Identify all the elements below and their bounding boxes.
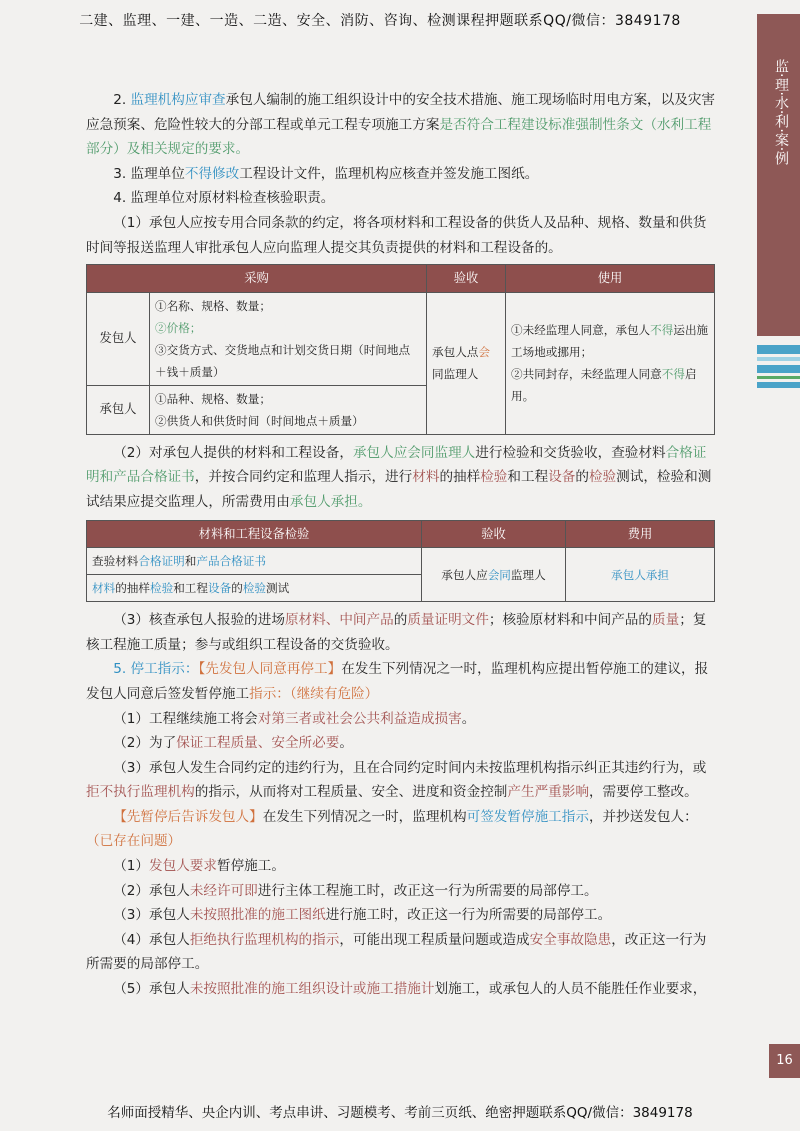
p6a: 【先暂停后告诉发包人】 (113, 808, 263, 825)
p42-f: 材料 (412, 469, 440, 486)
list-b-item-2 (86, 879, 716, 904)
la2a: （2）为了 (113, 735, 177, 752)
lb1c: 暂停施工。 (217, 858, 285, 875)
list-a-item-3 (86, 756, 716, 805)
table1-accept-a: 承包人点 (432, 345, 479, 360)
t2acc-a: 承包人应 (441, 567, 488, 582)
stripe-4 (757, 376, 800, 379)
p42-n: 承包人承担。 (289, 493, 372, 510)
lb3c: 进行施工时，改正这一行为所需要的局部停工。 (325, 907, 612, 924)
p42-k: 的 (575, 469, 589, 486)
p42-m: 测试，检验和测试结果应提交监理人，所需费用由 (86, 469, 712, 510)
table2-header-accept: 验收 (422, 520, 566, 548)
para-2-num: 2. (113, 92, 131, 108)
i5bb: 未按照批准的施工组织设计或施工措施计 (189, 981, 435, 998)
t2r2d: 和工程 (173, 581, 208, 596)
para-2 (86, 88, 716, 162)
stripe-1 (757, 345, 800, 354)
table2-header-cost: 费用 (566, 520, 715, 548)
p42-a: （2）对承包人提供的材料和工程设备， (113, 444, 353, 461)
lb2b: 未经许可即 (189, 882, 258, 899)
la1b: 对第三者或社会公共利益造成损害 (257, 710, 462, 727)
table1-row1-label: 发包人 (87, 292, 150, 385)
table2-accept-cell (422, 548, 566, 602)
t2r2h: 测试 (266, 581, 290, 596)
t2acc-c: 监理人 (510, 567, 546, 582)
para-3-a: 3. 监理单位 (113, 165, 185, 182)
table2-row2 (87, 575, 422, 602)
para-5 (86, 657, 716, 706)
page-number: 16 (769, 1044, 800, 1078)
side-tab-label: 监·理·水·利·案·例 (773, 59, 789, 166)
lb1a: （1） (113, 858, 150, 875)
lb1b: 发包人要求 (149, 858, 217, 875)
t2r2a: 材料 (92, 581, 116, 596)
t2acc-b: 会同 (487, 567, 511, 582)
i3a: （3）承包人发生合同约定的违约行为，且在合同约定时间内未按监理机构指示纠正其违约行为，或 (113, 759, 707, 776)
table1-row1-item: ③交货方式、交货地点和计划交货日期（时间地点＋钱＋质量） (155, 342, 411, 379)
p5-a: 5. 停工指示： (113, 661, 199, 678)
stripe-3 (757, 365, 800, 373)
la1a: （1）工程继续施工将会 (113, 710, 258, 727)
para-4-2 (86, 441, 716, 515)
table1-use-2-a: ②共同封存，未经监理人同意 (511, 367, 662, 382)
t2r2f: 的 (231, 581, 243, 596)
para-4: 4. 监理单位对原材料检查核验职责。 (113, 190, 335, 207)
i3d: 产生严重影响 (507, 784, 589, 801)
table1-use-1-b: 不得 (650, 323, 674, 338)
list-b-item-3 (86, 903, 716, 928)
i5ba: （5）承包人 (113, 981, 190, 998)
main-content (86, 88, 716, 1002)
p43-a: （3）核查承包人报验的进场 (113, 612, 285, 629)
t2r1b: 合格证明 (138, 554, 185, 569)
p5-c: 在发生下列情况之一时，监理机构应提出暂停施工的建议，报发包人同意后签发暂停施工 (86, 661, 709, 702)
para-6 (86, 805, 716, 854)
lb2c: 进行主体工程施工时，改正这一行为所需要的局部停工。 (257, 882, 598, 899)
para-2-body: 承包人编制的施工组织设计中的安全技术措施、施工现场临时用电方案，以及灾害应急预案、危险性较大的分部工程或单元工程专项施工方案 (86, 92, 716, 133)
lb2a: （2）承包人 (113, 882, 190, 899)
t2r2c: 检验 (150, 581, 174, 596)
p43-g: ；复核工程施工质量；参与或组织工程设备的交货验收。 (86, 612, 707, 653)
table1-use-1-c: 运出施工场地或挪用； (511, 323, 709, 360)
para-3-c: 工程设计文件，监理机构应核查并签发施工图纸。 (239, 165, 539, 182)
p42-g: 的抽样 (439, 469, 481, 486)
table-inspection (86, 520, 715, 603)
table1-header-accept: 验收 (427, 265, 506, 293)
lb3b: 未按照批准的施工图纸 (189, 907, 326, 924)
p6b: 在发生下列情况之一时，监理机构 (262, 808, 467, 825)
i3b: 拒不执行监理机构 (86, 784, 195, 801)
p42-c: 进行检验和交货验收，查验材料 (475, 444, 666, 461)
lb3a: （3）承包人 (113, 907, 190, 924)
la2b: 保证工程质量、安全所必要 (176, 735, 340, 752)
i3e: ，需要停工整改。 (588, 784, 698, 801)
i4be: ，改正这一行为所需要的局部停工。 (86, 931, 707, 973)
t2r2g: 检验 (242, 581, 267, 596)
table1-use-2 (511, 363, 709, 407)
i4ba: （4）承包人 (113, 931, 190, 948)
p5-b: 【先发包人同意再停工】 (198, 661, 342, 678)
table2-header-inspect: 材料和工程设备检验 (87, 520, 422, 548)
table1-use-2-c: 启用。 (511, 367, 697, 404)
table2-row1 (87, 548, 422, 575)
p43-b: 原材料、中间产品 (284, 612, 394, 629)
table1-use-1 (511, 319, 709, 363)
p6e: （已存在问题） (86, 833, 182, 850)
table1-row1-item: ①名称、规格、数量； (155, 298, 271, 313)
list-a-item-1 (86, 707, 716, 732)
para-4-1: （1）承包人应按专用合同条款的约定，将各项材料和工程设备的供货人及品种、规格、数量和供货时间等报送监理人审批承包人应向监理人提交其负责提供的材料和工程设备的。 (86, 214, 707, 256)
p6d: ，并抄送发包人： (588, 808, 698, 825)
table1-header-use: 使用 (506, 265, 715, 293)
table-procurement (86, 264, 715, 435)
table1-accept-cell (427, 292, 506, 434)
table1-use-1-a: ①未经监理人同意，承包人 (511, 323, 651, 338)
i4bb: 拒绝执行监理机构的指示 (189, 931, 340, 948)
la2c: 。 (339, 735, 353, 752)
list-b-item-1 (86, 854, 716, 879)
p43-e: ；核验原材料和中间产品的 (488, 612, 652, 629)
table1-row2-item: ①品种、规格、数量； (155, 391, 271, 406)
t2r2b: 的抽样 (115, 581, 150, 596)
t2r1d: 产品合格证书 (196, 554, 266, 569)
para-2-hl: 监理机构应审查 (130, 92, 226, 108)
p42-e: ，并按合同约定和监理人指示，进行 (194, 469, 413, 486)
p42-h: 检验 (480, 469, 508, 486)
p42-d: 合格证明和产品合格证书 (86, 444, 707, 486)
p5-d: 指示：（继续有危险） (249, 685, 379, 702)
para-4-3 (86, 608, 716, 657)
para-3 (86, 162, 716, 187)
table2-cost-cell: 承包人承担 (566, 548, 715, 602)
table1-use-cell (506, 292, 715, 434)
table1-row1-item: ②价格； (155, 320, 202, 335)
table1-row1-items (150, 292, 427, 385)
p42-l: 检验 (588, 469, 617, 486)
p43-f: 质量 (652, 612, 680, 629)
i4bc: ，可能出现工程质量问题或造成 (339, 931, 530, 948)
page-footer: 名师面授精华、央企内训、考点串讲、习题模考、考前三页纸、绝密押题联系QQ/微信：3849178 (107, 1105, 693, 1121)
table1-accept-c: 同监理人 (432, 367, 479, 382)
p43-c: 的 (393, 612, 408, 629)
p43-d: 质量证明文件 (407, 612, 489, 629)
p42-b: 承包人应会同监理人 (352, 444, 476, 461)
para-3-hl: 不得修改 (184, 165, 240, 182)
la1c: 。 (461, 710, 476, 727)
page-header: 二建、监理、一建、一造、二造、安全、消防、咨询、检测课程押题联系QQ/微信：3849178 (79, 13, 681, 29)
stripe-5 (757, 382, 800, 388)
table1-row2-items (150, 385, 427, 434)
i4bd: 安全事故隐患 (529, 931, 612, 948)
table1-accept-b: 会 (478, 345, 490, 360)
p42-i: 和工程 (507, 469, 549, 486)
table1-header-purchase: 采购 (87, 265, 427, 293)
i5bc: 划施工，或承包人的人员不能胜任作业要求， (434, 981, 707, 998)
p6c: 可签发暂停施工指示 (466, 808, 589, 825)
side-tab (757, 14, 800, 336)
i3c: 的指示，从而将对工程质量、安全、进度和资金控制 (194, 784, 508, 801)
p42-j: 设备 (548, 469, 576, 486)
list-b-item-5 (86, 977, 716, 1002)
list-a-item-2 (86, 731, 716, 756)
para-2-tail: 是否符合工程建设标准强制性条文（水利工程部分）及相关规定的要求。 (86, 116, 712, 158)
t2r1c: 和 (184, 554, 197, 569)
table1-row2-item: ②供货人和供货时间（时间地点＋质量） (155, 413, 364, 428)
t2r1a: 查验材料 (92, 554, 139, 569)
t2r2e: 设备 (208, 581, 232, 596)
list-b-item-4 (86, 928, 716, 977)
stripe-2 (757, 357, 800, 361)
table1-row2-label: 承包人 (87, 385, 150, 434)
table1-use-2-b: 不得 (661, 367, 685, 382)
